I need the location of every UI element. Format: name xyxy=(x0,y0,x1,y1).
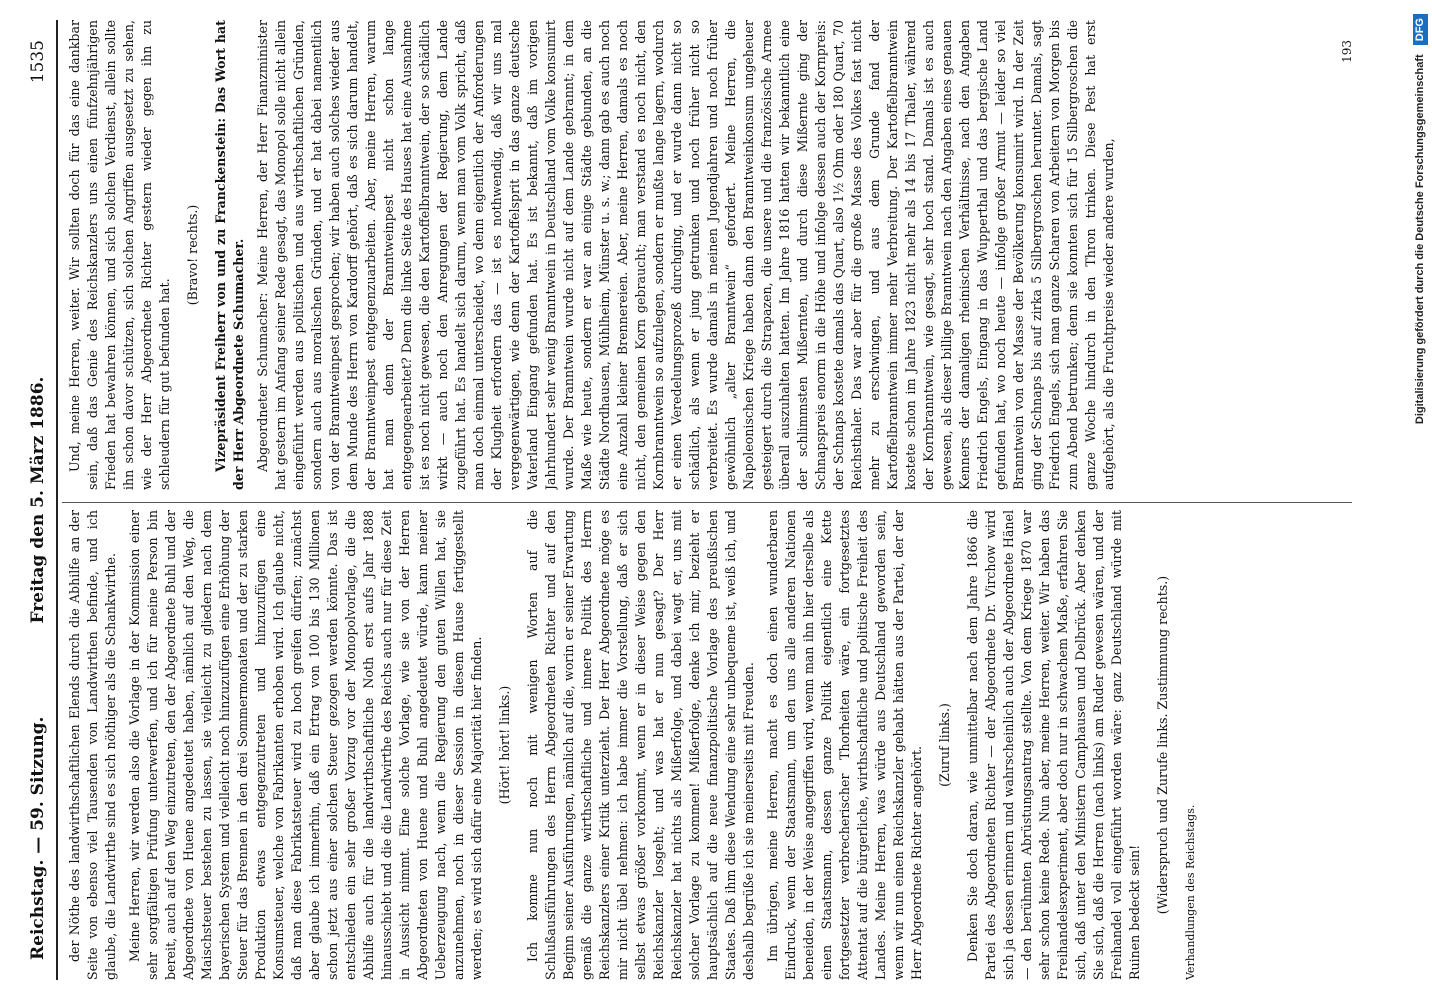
funding-sidebar xyxy=(1409,0,1432,1000)
header-center: Freitag den 5. März 1886. xyxy=(28,376,48,624)
header-left: Reichstag. — 59. Sitzung. xyxy=(28,716,48,960)
paragraph: Denken Sie doch daran, wie unmittelbar nach dem Jahre 1866 die Partei des Abgeordneten Richter — der Abgeordnete Dr. Virchow wird sich ja dessen erinnern und wahrscheinlich auch der Abgeordnete Hänel — den berühmten Abrüstungsantrag stellte. Von dem Kriege 1870 war sehr schon keine Rede. Nun aber, meine Herren, weiter. Wir haben das Freihandelsexperiment, aber doch nur in schwachem Maße, erfahren Sie sich, daß unter den Ministern Camphausen und Delbrück. Aber denken Sie sich, daß die Herren (nach links) am Ruder gewesen wären, und der Freihandel voll eingeführt worden wäre: ganz Deutschland würde mit Ruinen bedeckt sein! xyxy=(965,510,1142,980)
paragraph: Ich komme nun noch mit wenigen Worten auf die Schlußausführungen des Herrn Abgeordneten Richter und auf den Beginn seiner Ausführungen, nämlich auf die, worin er seiner Erwartung gemäß die ganze wirthschaftliche und innere Politik des Herrn Reichskanzlers einer Kritik unterzieht. Der Herr Abgeordnete möge es mir nicht übel nehmen: ich habe immer die Vorstellung, daß er sich selbst etwas größer vorkommt, wenn er in dieser Weise gegen den Reichskanzler losgeht; und was hat er nun gesagt? Der Herr Reichskanzler hat nichts als Mißerfolge, und dabei wagt er, uns mit solcher Vorlage zu kommen! Mißerfolge, denke ich mir, bezieht er hauptsächlich auf die neue finanzpolitische Vorlage des preußischen Staates. Daß ihm diese Wendung eine sehr unbequeme ist, weiß ich, und deshalb begrüße ich sie meinerseits mit Freuden. xyxy=(525,510,756,980)
page-signature: 193 xyxy=(1340,40,1354,63)
column-divider xyxy=(62,502,1352,503)
funding-text: Digitalisierung gefördert durch die Deutsche Forschungsgemeinschaft xyxy=(1414,54,1426,425)
paragraph: Im übrigen, meine Herren, macht es doch einen wunderbaren Eindruck, wenn der Staatsmann, um den uns alle anderen Nationen beneiden, in der Weise angegriffen wird, wenn man ihn hier derselbe als einen Staatsmann, dessen ganze Politik eigentlich eine Kette fortgesetzter verbrecherischer Thorheiten wäre, ein fortgesetztes Attentat auf die bürgerliche, wirthschaftliche und politische Freiheit des Landes. Meine Herren, was würde aus Deutschland geworden sein, wenn wir nun einen Reichskanzler gehabt hätten aus der Partei, der der Herr Abgeordnete Richter angehört. xyxy=(765,510,924,980)
paragraph: der Nöthe des landwirthschaftlichen Elends durch die Abhilfe an der Seite von ebenso viel Tausenden von Landwirthen befinde, und ich glaube, die Landwirthe sind es sich nöthiger als die Schankwirthe. xyxy=(67,510,118,980)
header-page-number: 1535 xyxy=(28,40,48,84)
right-column xyxy=(66,20,1346,490)
paragraph: Meine Herren, wir werden also die Vorlage in der Kommission einer sehr sorgfältigen Prüfung unterwerfen, und ich für meine Person bin bereit, auch auf den Weg einzutreten, den der Abgeordnete Buhl und der Abgeordnete von Huene angedeutet haben, nämlich auf den Weg, die Maischsteuer bestehen zu lassen, sie vielleicht zu gliedern nach dem bayerischen System und vielleicht noch hinzuzufügen eine Erhöhung der Steuer für das Brennen in den drei Sommermonaten und der zu starken Produktion etwas entgegenzutreten und hinzuzufügen eine Konsumsteuer, welche von Fabrikanten erhoben wird. Ich glaube nicht, daß man diese Fabrikatsteuer wird zu hoch greifen dürfen; zunächst aber glaube ich immerhin, daß ein Ertrag von 100 bis 130 Millionen schon jetzt aus einer solchen Steuer gezogen werden könnte. Das ist entschieden ein sehr großer Vorzug vor der Monopolvorlage, die die Abhilfe auch für die landwirthschaftliche Noth erst aufs Jahr 1888 hinausschiebt und die die Landwirthe des Reichs auch nur für diese Zeit in Aussicht nimmt. Eine solche Vorlage, wie sie von der Herren Abgeordneten von Huene und Buhl angedeutet würde, kann meiner Ueberzeugung nach, wenn die Regierung den guten Willen hat, sie anzunehmen, noch in dieser Session in diesem Hause fertiggestellt werden; es wird sich dafür eine Majorität hier finden. xyxy=(127,510,484,980)
left-column xyxy=(66,510,1346,980)
speaker-paragraph: Vizepräsident Freiherr von und zu Franckenstein: Das Wort hat der Herr Abgeordnete Schumacher. xyxy=(213,20,246,490)
interjection: (Hört! hört! links.) xyxy=(497,685,512,805)
footer-note: Verhandlungen des Reichstags. xyxy=(1184,804,1197,980)
page-header xyxy=(20,20,50,980)
header-rule xyxy=(56,20,58,980)
interjection: (Zuruf links.) xyxy=(937,703,952,787)
interjection: (Widerspruch und Zurufe links. Zustimmung rechts.) xyxy=(1155,575,1170,915)
paragraph: Und, meine Herren, weiter. Wir sollten doch für das eine dankbar sein, daß das Genie des Reichskanzlers uns einen fünfzehnjährigen Frieden hat bewahren können, und sich solchen Verdienst, allein sollte ihn schon davor schützen, sich solchen Angriffen ausgesetzt zu sehen, wie der Herr Abgeordnete Richter gestern wieder gegen ihn zu schleudern für gut befunden hat. xyxy=(67,20,172,490)
interjection: (Bravo! rechts.) xyxy=(185,204,200,306)
dfg-logo: DFG xyxy=(1413,14,1428,45)
paragraph: Abgeordneter Schumacher: Meine Herren, der Herr Finanzminister hat gestern im Anfang seiner Rede gesagt, das Monopol solle nicht allein eingeführt werden aus politischen und aus wirthschaftlichen Gründen, sondern auch aus moralischen Gründen, und er hat dabei namentlich von der Branntweinpest gesprochen; wir haben auch solches wieder aus dem Munde des Herrn von Kardorff gehört, daß es sich darum handelt, der Branntweinpest entgegenzuarbeiten. Aber, meine Herren, warum hat man denn der Branntweinpest nicht schon lange entgegengearbeitet? Denn die linke Seite des Hauses hat eine Ausnahme ist es noch nicht gewesen, die den Kartoffelbranntwein, der so schädlich wirkt — auch noch den Anregungen der Regierung, dem Lande zugeführt hat. Es handelt sich darum, wenn man vom Volk spricht, daß man doch einmal unterscheidet, wo denn eigentlich der Anforderungen der Klugheit erfordern das — ist es nothwendig, daß wir uns mal vergegenwärtigen, wie denn der Kartoffelsprit in das ganze deutsche Vaterland Eingang gefunden hat. Es ist bekannt, daß im vorigen Jahrhundert sehr wenig Branntwein in Deutschland vom Volke konsumirt wurde. Der Branntwein wurde nicht auf dem Lande gebrannt; in dem Maße wie heute, sondern er war an einige Städte gebunden, an die Städte Nordhausen, Mühlheim, Münster u. s. w.; dann gab es auch noch eine Anzahl kleiner Brennereien. Aber, meine Herren, damals es noch nicht, den gemeinen Korn gebraucht; man verstand es noch nicht, den Kornbranntwein so aufzulegen, sondern er mußte lange lagern, wodurch er einen Veredelungsprozeß durchging, und er wurde dann nicht so schädlich, als wenn er jung getrunken und noch früher nicht so verbreitet. Es wurde damals in meinen Jugendjahren und noch früher gewöhnlich „alter Branntwein“ gefordert. Meine Herren, die Napoleonischen Kriege haben dann den Branntweinkonsum ungeheuer gesteigert durch die Strapazen, die unsere und die französische Armee überall auszuhalten hatten. Im Jahre 1816 hatten wir bekanntlich eine der schlimmsten Mißernten, und durch diese Mißernte ging der Schnapspreis enorm in die Höhe und infolge dessen auch der Kornpreis: der Schnaps kostete damals das Quart, also 1½ Ohm oder 180 Quart, 70 Reichsthaler. Das war aber für die große Masse des Volkes fast nicht mehr zu erschwingen, und aus dem Grunde fand der Kartoffelbranntwein immer mehr Verbreitung. Der Kartoffelbranntwein kostete schon im Jahre 1823 nicht mehr als 14 bis 17 Thaler, während der Kornbranntwein, wie gesagt, sehr hoch stand. Damals ist es auch gewesen, als dieser billige Branntwein nach den Angaben eines genauen Kenners der damaligen rheinischen Verhältnisse, nach den Angaben Friedrich Engels, Eingang in das Wupperthal und das bergische Land gefunden hat, wo noch heute — infolge großer Armut — leider so viel Branntwein von der Masse der Bevölkerung konsumirt wird. In der Zeit ging der Schnaps bis auf zirka 5 Silbergroschen herunter. Damals, sagt Friedrich Engels, sich man ganze Scharen von Arbeitern von Morgen bis zum Abend betrunken; denn sie konnten sich für 15 Silbergroschen die ganze Woche hindurch in den Thron trinken. Diese Pest hat erst aufgehört, als die Fruchtpreise wieder andere wurden, xyxy=(255,20,1116,490)
